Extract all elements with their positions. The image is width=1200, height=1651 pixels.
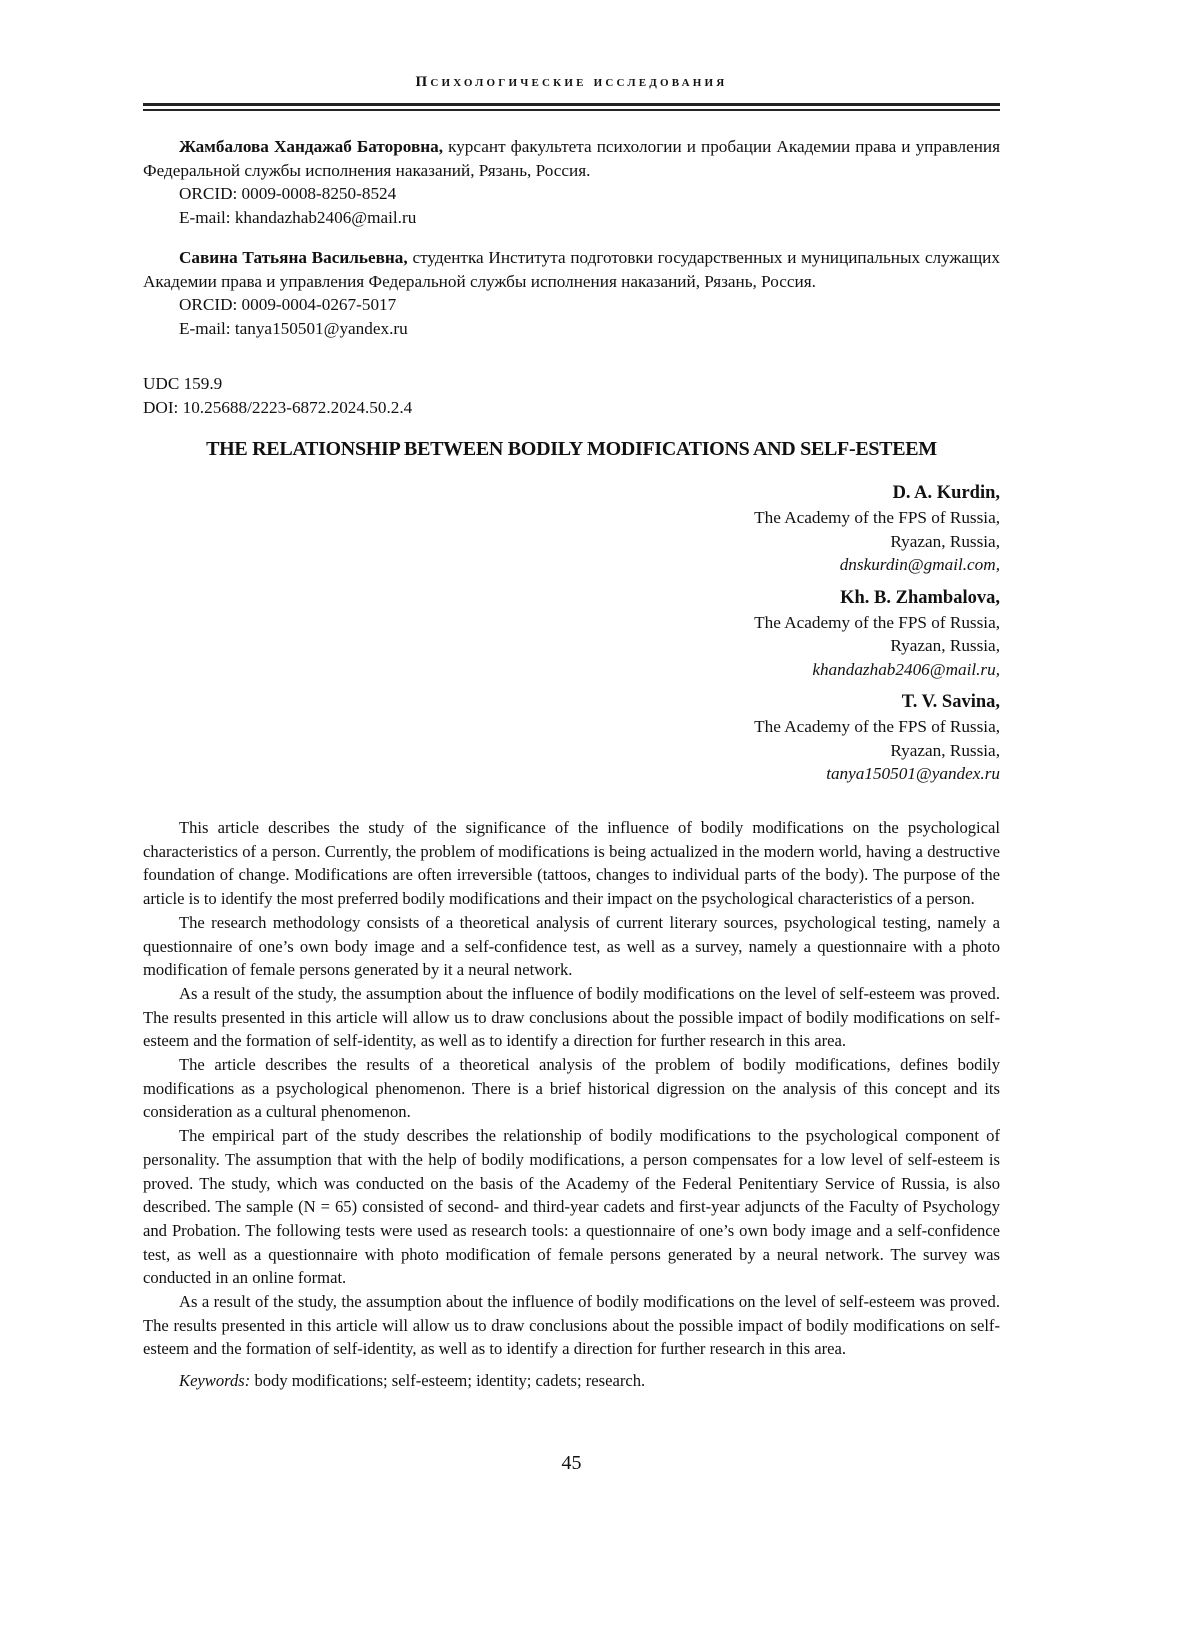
abstract-paragraph: The research methodology consists of a theoretical analysis of current literary sources, psychological testing, namely a questionnaire of one’s own body image and a self-confidence test, as well as a survey, namely a questionnaire with a photo modification of female persons generated by it a neural network.: [143, 911, 1000, 982]
bio-text: курсант факультета психологии и пробации Академии права и управления Федеральной службы исполнения наказаний, Рязань, Россия.: [143, 137, 1000, 180]
abstract-paragraph: As a result of the study, the assumption about the influence of bodily modifications on the level of self-esteem was proved. The results presented in this article will allow us to draw conclusions about the possible impact of bodily modifications on self-esteem and the formation of self-identity, as well as to identify a direction for further research in this area.: [143, 982, 1000, 1053]
author-city: Ryazan, Russia,: [400, 739, 1000, 763]
bio-orcid: ORCID: 0009-0008-8250-8524: [143, 182, 1000, 206]
doi: DOI: 10.25688/2223-6872.2024.50.2.4: [143, 396, 412, 420]
keywords-label: Keywords:: [179, 1371, 250, 1390]
header-rule-bottom: [143, 109, 1000, 111]
bio-orcid: ORCID: 0009-0004-0267-5017: [143, 293, 1000, 317]
author-city: Ryazan, Russia,: [400, 530, 1000, 554]
author-name: D. A. Kurdin,: [400, 480, 1000, 506]
bio-text: студентка Института подготовки государственных и муниципальных служащих Академии права и управления Федеральной службы исполнения наказаний, Рязань, Россия.: [143, 248, 1000, 291]
author-email: khandazhab2406@mail.ru,: [400, 658, 1000, 682]
bio-email: E-mail: tanya150501@yandex.ru: [143, 317, 1000, 341]
author-city: Ryazan, Russia,: [400, 634, 1000, 658]
abstract: [143, 816, 1000, 1393]
bio-name: Савина Татьяна Васильевна,: [179, 248, 408, 267]
author-email: tanya150501@yandex.ru: [400, 762, 1000, 786]
author-bio-zhambalova: [143, 135, 1000, 229]
author-name: Kh. B. Zhambalova,: [400, 585, 1000, 611]
header-rule-top: [143, 103, 1000, 106]
bio-email: E-mail: khandazhab2406@mail.ru: [143, 206, 1000, 230]
article-title: THE RELATIONSHIP BETWEEN BODILY MODIFICATIONS AND SELF-ESTEEM: [143, 438, 1000, 461]
keywords-list: body modifications; self-esteem; identity; cadets; research.: [250, 1371, 645, 1390]
running-head: Психологические исследования: [143, 74, 1000, 91]
abstract-paragraph: This article describes the study of the significance of the influence of bodily modifications on the psychological characteristics of a person. Currently, the problem of modifications is being actualized in the modern world, having a destructive foundation of change. Modifications are often irreversible (tattoos, changes to individual parts of the body). The purpose of the article is to identify the most preferred bodily modifications and their impact on the psychological characteristics of a person.: [143, 816, 1000, 911]
author-bio-savina: [143, 246, 1000, 340]
author-list: [400, 480, 1000, 786]
author-affiliation: The Academy of the FPS of Russia,: [400, 611, 1000, 635]
author-affiliation: The Academy of the FPS of Russia,: [400, 715, 1000, 739]
author-email: dnskurdin@gmail.com,: [400, 553, 1000, 577]
author-name: T. V. Savina,: [400, 689, 1000, 715]
udc: UDC 159.9: [143, 372, 412, 396]
article-identifiers: [143, 372, 412, 419]
abstract-paragraph: The article describes the results of a theoretical analysis of the problem of bodily modifications, defines bodily modifications as a psychological phenomenon. There is a brief historical digression on the analysis of this concept and its consideration as a cultural phenomenon.: [143, 1053, 1000, 1124]
keywords: [143, 1369, 1000, 1393]
page-number: 45: [143, 1452, 1000, 1475]
abstract-paragraph: As a result of the study, the assumption about the influence of bodily modifications on the level of self-esteem was proved. The results presented in this article will allow us to draw conclusions about the possible impact of bodily modifications on self-esteem and the formation of self-identity, as well as to identify a direction for further research in this area.: [143, 1290, 1000, 1361]
abstract-paragraph: The empirical part of the study describes the relationship of bodily modifications to the psychological component of personality. The assumption that with the help of bodily modifications, a person compensates for a low level of self-esteem is proved. The study, which was conducted on the basis of the Academy of the Federal Penitentiary Service of Russia, is also described. The sample (N = 65) consisted of second- and third-year cadets and first-year adjuncts of the Faculty of Psychology and Probation. The following tests were used as research tools: a questionnaire of one’s own body image and a self-confidence test, as well as a questionnaire with photo modification of female persons generated by a neural network. The survey was conducted in an online format.: [143, 1124, 1000, 1290]
bio-name: Жамбалова Хандажаб Баторовна,: [179, 137, 443, 156]
author-affiliation: The Academy of the FPS of Russia,: [400, 506, 1000, 530]
